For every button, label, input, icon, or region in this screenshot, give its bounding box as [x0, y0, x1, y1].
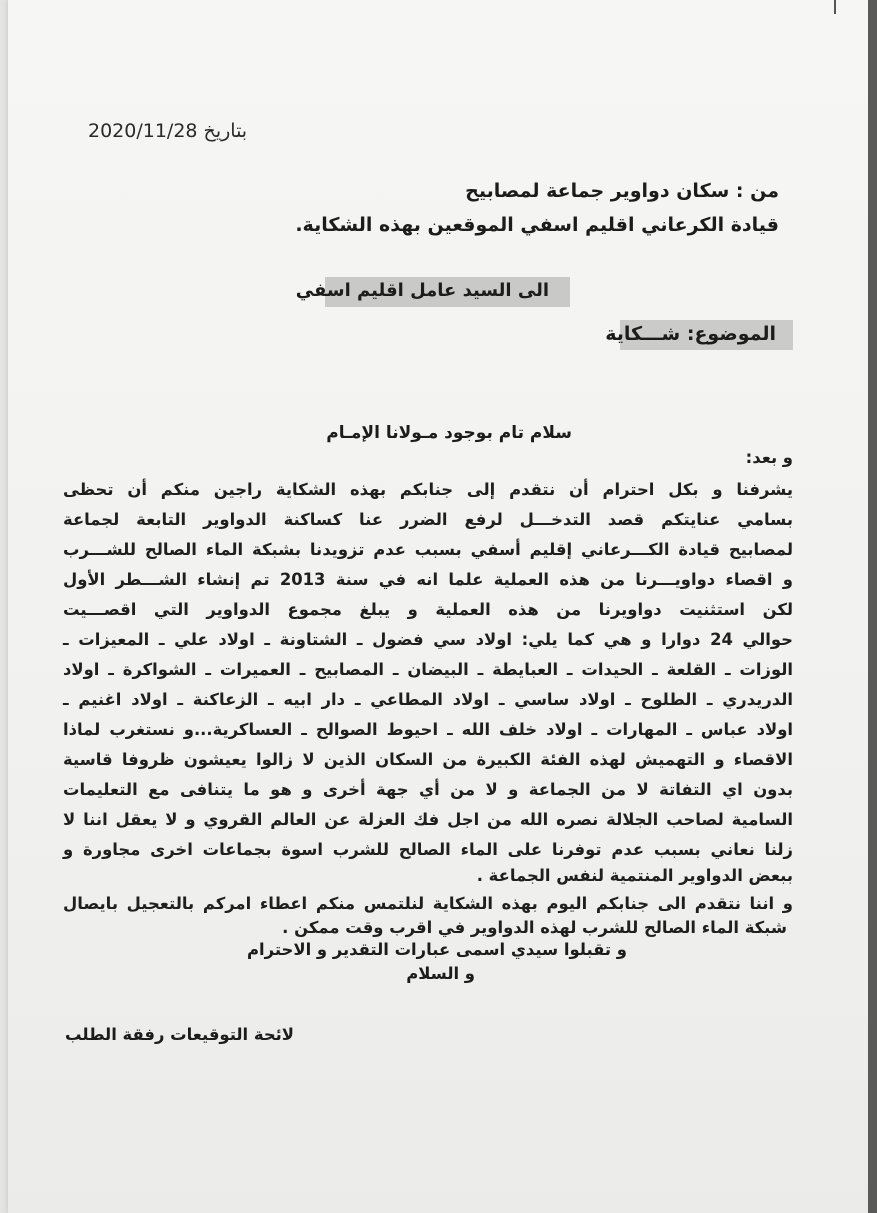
body-line: الوزات ـ القلعة ـ الحيدات ـ العبايطة ـ البيضان ـ المصابيح ـ العميرات ـ الشواكرة ـ اولاد [63, 660, 793, 679]
body-line: بدون اي التفاتة لا من الجماعة و لا من أي جهة أخرى و هو ما يتنافى مع التعليمات [63, 780, 793, 799]
body-line: ببعض الدواوير المنتمية لنفس الجماعة . [476, 866, 793, 885]
body-line: حوالي 24 دوارا و هي كما يلي: اولاد سي فضول ـ الشتاونة ـ اولاد علي ـ المعيزات ـ [63, 630, 793, 649]
body-line: الاقصاء و التهميش لهذه الفئة الكبيرة من السكان الذين لا زالوا يعيشون ظروفا قاسية [63, 750, 793, 769]
letter-page [8, 0, 870, 1213]
body-line: لمصابيح قيادة الكـــرعاني إقليم أسفي بسبب عدم تزويدنا بشبكة الماء الصالح للشـــرب [63, 540, 793, 559]
greeting: سلام تام بوجود مـولانا الإمـام [326, 423, 572, 443]
subject: الموضوع: شـــكاية [605, 323, 776, 345]
body-line: بسامي عنايتكم قصد التدخـــل لرفع الضرر عنا كساكنة الدواوير التابعة لجماعة [63, 510, 793, 529]
signatures-note: لائحة التوقيعات رفقة الطلب [65, 1025, 294, 1044]
closing-line-1: و تقبلوا سيدي اسمى عبارات التقدير و الاحترام [247, 940, 627, 959]
body-line: اولاد عباس ـ المهارات ـ اولاد خلف الله ـ احيوط الصوالح ـ العساكرية...و نستغرب لماذا [63, 720, 793, 739]
body-line: و اقصاء دواويـــرنا من هذه العملية علما انه في سنة 2013 تم إنشاء الشـــطر الأول [63, 570, 793, 589]
letter-date: بتاريخ 2020/11/28 [88, 120, 248, 142]
body-line: شبكة الماء الصالح للشرب لهذه الدواوير في اقرب وقت ممكن . [282, 918, 787, 937]
from-line-2: قيادة الكرعاني اقليم اسفي الموقعين بهذه الشكاية. [295, 214, 779, 236]
body-line: لكن استثنيت دواويرنا من هذه العملية و يبلغ مجموع الدواوير التي اقصـــيت [63, 600, 793, 619]
page-edge-mark [834, 0, 836, 14]
page-edge-shadow [868, 0, 877, 1213]
body-line: و بعد: [745, 448, 793, 467]
body-line: السامية لصاحب الجلالة نصره الله من اجل فك العزلة عن العالم القروي و لا يعقل اننا لا [63, 810, 793, 829]
body-line: يشرفنا و بكل احترام أن نتقدم إلى جنابكم بهذه الشكاية راجين منكم أن تحظى [63, 480, 793, 499]
recipient: الى السيد عامل اقليم اسفي [295, 280, 549, 301]
from-line-1: من : سكان دواوير جماعة لمصابيح [465, 180, 779, 202]
closing-line-2: و السلام [406, 964, 475, 983]
body-line: الدريدري ـ الطلوح ـ اولاد ساسي ـ اولاد المطاعي ـ دار ابيه ـ الزعاكنة ـ اولاد اغنيم ـ [63, 690, 793, 709]
body-line: زلنا نعاني بسبب عدم توفرنا على الماء الصالح للشرب اسوة بجماعات اخرى مجاورة و [63, 840, 793, 859]
body-line: و اننا نتقدم الى جنابكم اليوم بهذه الشكاية لنلتمس منكم اعطاء امركم بالتعجيل بايصال [63, 894, 793, 913]
